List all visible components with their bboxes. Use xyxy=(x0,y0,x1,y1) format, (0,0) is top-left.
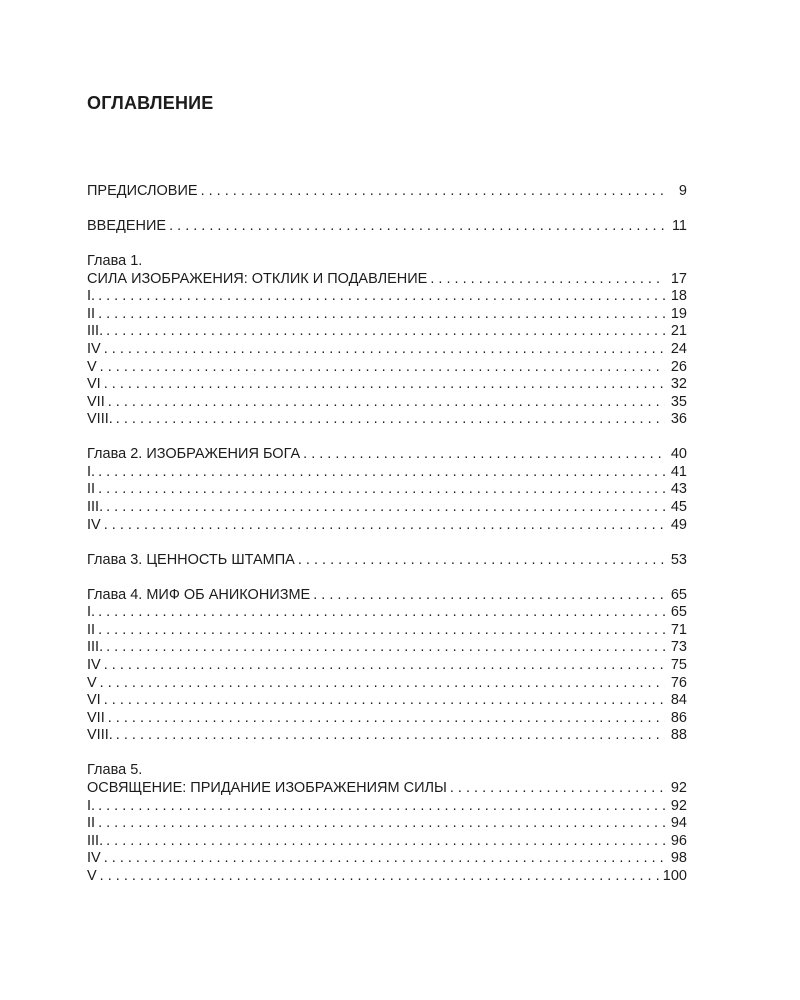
toc-entry[interactable] xyxy=(87,481,687,499)
toc-entry-page: 26 xyxy=(670,358,687,375)
toc-entry-label: ОСВЯЩЕНИЕ: ПРИДАНИЕ ИЗОБРАЖЕНИЯМ СИЛЫ xyxy=(87,779,447,796)
dot-leader xyxy=(100,359,665,377)
toc-entry-page: 17 xyxy=(670,270,687,287)
toc-entry-label: V xyxy=(87,867,97,884)
dot-leader xyxy=(98,622,665,640)
toc-entry-page: 92 xyxy=(670,779,687,796)
toc-entry-label: IV xyxy=(87,340,101,357)
chapter-heading: Глава 1. xyxy=(87,252,143,269)
toc-entry-label: I. xyxy=(87,604,96,621)
toc-entry-label: СИЛА ИЗОБРАЖЕНИЯ: ОТКЛИК И ПОДАВЛЕНИЕ xyxy=(87,270,428,287)
toc-entry-label: VIII. xyxy=(87,411,113,428)
toc-entry[interactable] xyxy=(87,587,687,605)
toc-entry-label: II xyxy=(87,621,96,638)
toc-section xyxy=(87,446,687,534)
toc-entry-page: 94 xyxy=(670,815,687,832)
dot-leader xyxy=(98,306,665,324)
dot-leader xyxy=(104,850,665,868)
toc-entry-page: 41 xyxy=(670,463,687,480)
toc-entry[interactable] xyxy=(87,288,687,306)
dot-leader xyxy=(108,394,665,412)
toc-entry-label: I. xyxy=(87,797,96,814)
dot-leader xyxy=(430,271,665,289)
toc-entry-page: 65 xyxy=(670,586,687,603)
toc-entry-label: II xyxy=(87,815,96,832)
toc-entry-label: VI xyxy=(87,692,101,709)
toc-entry-page: 18 xyxy=(670,288,687,305)
toc-entry[interactable] xyxy=(87,464,687,482)
dot-leader xyxy=(104,657,665,675)
dot-leader xyxy=(313,587,665,605)
toc-entry-label: V xyxy=(87,674,97,691)
toc-section xyxy=(87,552,687,570)
toc-entry-page: 65 xyxy=(670,604,687,621)
toc-section xyxy=(87,762,687,885)
toc-entry-page: 86 xyxy=(670,709,687,726)
toc-entry-page: 53 xyxy=(670,551,687,568)
dot-leader xyxy=(98,798,665,816)
toc-entry-label: III. xyxy=(87,499,104,516)
toc-entry[interactable] xyxy=(87,359,687,377)
toc-entry-label: ПРЕДИСЛОВИЕ xyxy=(87,183,198,199)
toc-entry[interactable] xyxy=(87,850,687,868)
toc-entry-label: Глава 2. ИЗОБРАЖЕНИЯ БОГА xyxy=(87,446,301,463)
toc-entry[interactable] xyxy=(87,341,687,359)
toc-entry-page: 9 xyxy=(678,183,687,199)
toc-entry-page: 76 xyxy=(670,674,687,691)
dot-leader xyxy=(98,288,665,306)
toc-entry-label: II xyxy=(87,481,96,498)
dot-leader xyxy=(98,604,665,622)
dot-leader xyxy=(106,833,665,851)
dot-leader xyxy=(303,446,665,464)
toc-entry-label: IV xyxy=(87,516,101,533)
toc-entry[interactable] xyxy=(87,376,687,394)
toc-entry[interactable] xyxy=(87,411,687,429)
toc-entry-page: 36 xyxy=(670,411,687,428)
toc-entry[interactable] xyxy=(87,323,687,341)
dot-leader xyxy=(116,727,665,745)
toc-entry-label: VII xyxy=(87,393,105,410)
toc-entry-label: III. xyxy=(87,639,104,656)
dot-leader xyxy=(98,481,665,499)
dot-leader xyxy=(100,868,659,886)
toc-entry-page: 24 xyxy=(670,340,687,357)
toc-entry-label: ВВЕДЕНИЕ xyxy=(87,217,167,234)
toc-entry-page: 73 xyxy=(670,639,687,656)
toc-entry-page: 19 xyxy=(670,305,687,322)
dot-leader xyxy=(169,218,665,236)
toc-entry-page: 35 xyxy=(670,393,687,410)
toc-entry-page: 92 xyxy=(670,797,687,814)
dot-leader xyxy=(104,376,665,394)
toc-entry[interactable] xyxy=(87,833,687,851)
toc-entry-label: VIII. xyxy=(87,727,113,744)
dot-leader xyxy=(298,552,665,570)
toc-section xyxy=(87,218,687,236)
toc-entry[interactable] xyxy=(87,183,687,201)
toc-entry-label: II xyxy=(87,305,96,322)
toc-entry-page: 84 xyxy=(670,692,687,709)
toc-entry-label: Глава 3. ЦЕННОСТЬ ШТАМПА xyxy=(87,551,295,568)
dot-leader xyxy=(98,464,665,482)
toc-entry[interactable] xyxy=(87,727,687,745)
dot-leader xyxy=(100,675,665,693)
toc-entry-label: VI xyxy=(87,376,101,393)
dot-leader xyxy=(104,341,665,359)
toc-entry[interactable] xyxy=(87,394,687,412)
dot-leader xyxy=(106,639,665,657)
toc-entry-page: 43 xyxy=(670,481,687,498)
toc-entry[interactable] xyxy=(87,657,687,675)
toc-entry[interactable] xyxy=(87,499,687,517)
toc-entry-label: VII xyxy=(87,709,105,726)
toc-entry[interactable] xyxy=(87,798,687,816)
toc-entry[interactable] xyxy=(87,271,687,289)
toc-section xyxy=(87,183,687,201)
toc-section xyxy=(87,253,687,429)
dot-leader xyxy=(104,517,665,535)
toc-entry[interactable] xyxy=(87,306,687,324)
dot-leader xyxy=(450,780,665,798)
toc-entry-page: 88 xyxy=(670,727,687,744)
dot-leader xyxy=(106,499,665,517)
dot-leader xyxy=(116,411,665,429)
toc-entry-label: V xyxy=(87,358,97,375)
dot-leader xyxy=(104,692,665,710)
toc-entry[interactable] xyxy=(87,552,687,570)
toc-entry-label: III. xyxy=(87,323,104,340)
dot-leader xyxy=(106,323,665,341)
toc-entry[interactable] xyxy=(87,446,687,464)
toc-entry-page: 40 xyxy=(670,446,687,463)
toc-section xyxy=(87,587,687,745)
toc-entry-page: 98 xyxy=(670,850,687,867)
toc-entry[interactable] xyxy=(87,604,687,622)
toc-entry-page: 100 xyxy=(662,867,687,884)
dot-leader xyxy=(201,183,665,201)
toc-entry-page: 21 xyxy=(670,323,687,340)
chapter-heading: Глава 5. xyxy=(87,762,143,779)
toc-entry-page: 71 xyxy=(670,621,687,638)
table-of-contents xyxy=(87,183,687,903)
toc-entry[interactable] xyxy=(87,710,687,728)
toc-entry-label: I. xyxy=(87,463,96,480)
dot-leader xyxy=(98,815,665,833)
toc-entry[interactable] xyxy=(87,218,687,236)
toc-entry[interactable] xyxy=(87,692,687,710)
toc-entry-label: Глава 4. МИФ ОБ АНИКОНИЗМЕ xyxy=(87,586,311,603)
toc-entry-page: 11 xyxy=(671,217,687,234)
toc-entry-page: 45 xyxy=(670,499,687,516)
toc-entry[interactable] xyxy=(87,780,687,798)
page-title: ОГЛАВЛЕНИЕ xyxy=(87,93,214,113)
toc-entry-label: I. xyxy=(87,288,96,305)
toc-entry[interactable] xyxy=(87,517,687,535)
toc-entry[interactable] xyxy=(87,639,687,657)
toc-entry-label: III. xyxy=(87,832,104,849)
toc-entry-page: 96 xyxy=(670,832,687,849)
toc-entry[interactable] xyxy=(87,815,687,833)
toc-entry-page: 32 xyxy=(670,376,687,393)
toc-entry-page: 75 xyxy=(670,657,687,674)
toc-entry[interactable] xyxy=(87,622,687,640)
toc-entry-label: IV xyxy=(87,850,101,867)
toc-entry[interactable] xyxy=(87,868,687,886)
toc-entry-label: IV xyxy=(87,657,101,674)
dot-leader xyxy=(108,710,665,728)
toc-entry[interactable] xyxy=(87,675,687,693)
toc-entry-page: 49 xyxy=(670,516,687,533)
